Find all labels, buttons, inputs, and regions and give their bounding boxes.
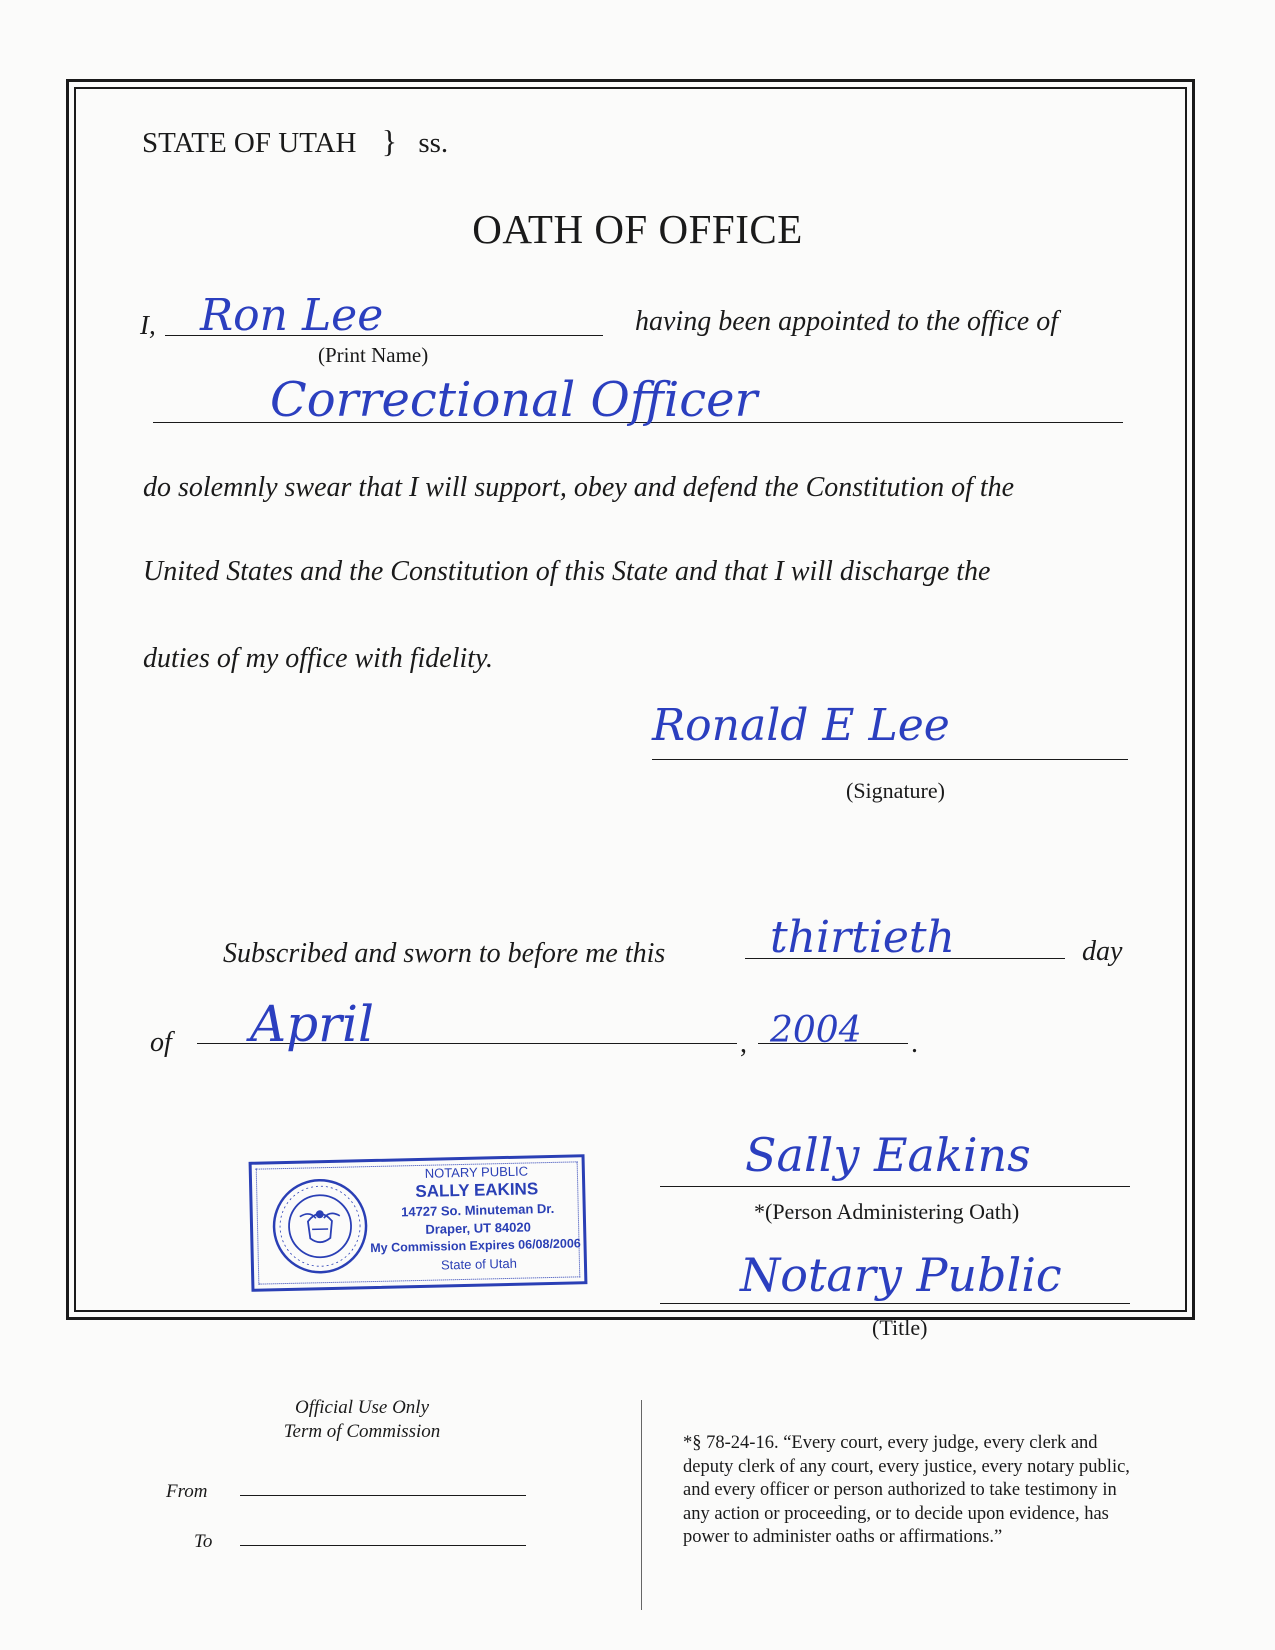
- to-label: To: [194, 1531, 213, 1552]
- administering-label: *(Person Administering Oath): [754, 1199, 1020, 1224]
- notary-stamp: [249, 1154, 588, 1292]
- signature-value[interactable]: Ronald E Lee: [652, 700, 950, 751]
- footnote-line: *§ 78-24-16. “Every court, every judge, every clerk and: [683, 1433, 1098, 1453]
- oath-line-3: duties of my office with fidelity.: [143, 643, 493, 674]
- official-use-line-1: Official Use Only: [294, 1397, 430, 1418]
- document-title: OATH OF OFFICE: [472, 206, 803, 252]
- stamp-address: 14727 So. Minuteman Dr.: [400, 1200, 555, 1220]
- appointed-text: having been appointed to the office of: [635, 306, 1059, 337]
- print-name-value[interactable]: Ron Lee: [200, 290, 384, 341]
- title-value[interactable]: Notary Public: [740, 1248, 1062, 1302]
- period: .: [911, 1028, 918, 1059]
- oath-line-2: United States and the Constitution of this State and that I will discharge the: [143, 556, 991, 587]
- footnote: [683, 1432, 1130, 1550]
- office-value[interactable]: Correctional Officer: [270, 372, 758, 428]
- footnote-line: deputy clerk of any court, every justice, every notary public,: [683, 1456, 1130, 1477]
- title-line: [660, 1303, 1130, 1304]
- to-line[interactable]: [240, 1545, 526, 1546]
- administering-line: [660, 1186, 1130, 1187]
- footnote-line: power to administer oaths or affirmations.”: [683, 1527, 1003, 1547]
- month-value[interactable]: April: [250, 995, 374, 1053]
- signature-label: (Signature): [846, 778, 945, 803]
- title-label: (Title): [872, 1315, 928, 1340]
- stamp-state: State of Utah: [440, 1255, 518, 1273]
- ss-abbrev: ss.: [418, 127, 449, 159]
- from-label: From: [166, 1481, 208, 1502]
- oath-line-1: do solemnly swear that I will support, obey and defend the Constitution of the: [143, 472, 1015, 503]
- administering-signature-value[interactable]: Sally Eakins: [745, 1128, 1031, 1182]
- year-value[interactable]: 2004: [770, 1010, 862, 1051]
- comma: ,: [740, 1028, 747, 1059]
- stamp-commission: My Commission Expires 06/08/2006: [370, 1236, 581, 1256]
- state-header: [142, 123, 448, 160]
- print-name-label: (Print Name): [318, 343, 429, 367]
- signature-line: [652, 759, 1128, 760]
- footnote-line: and every officer or person authorized to take testimony in: [683, 1480, 1117, 1500]
- sworn-prefix: Subscribed and sworn to before me this: [223, 938, 666, 969]
- from-line[interactable]: [240, 1495, 526, 1496]
- state-name: STATE OF UTAH: [142, 127, 357, 159]
- stamp-title: NOTARY PUBLIC: [424, 1163, 529, 1181]
- footnote-line: any action or proceeding, or to decide upon evidence, has: [683, 1503, 1109, 1524]
- day-value[interactable]: thirtieth: [770, 912, 955, 963]
- brace: }: [381, 123, 398, 159]
- day-suffix: day: [1082, 936, 1123, 967]
- of-prefix: of: [150, 1027, 172, 1058]
- stamp-name: SALLY EAKINS: [415, 1179, 539, 1202]
- official-use-line-2: Term of Commission: [283, 1421, 441, 1442]
- footer-divider: [641, 1400, 642, 1610]
- i-prefix: I,: [140, 310, 156, 340]
- state-seal-icon: [269, 1175, 371, 1277]
- stamp-city: Draper, UT 84020: [425, 1219, 532, 1237]
